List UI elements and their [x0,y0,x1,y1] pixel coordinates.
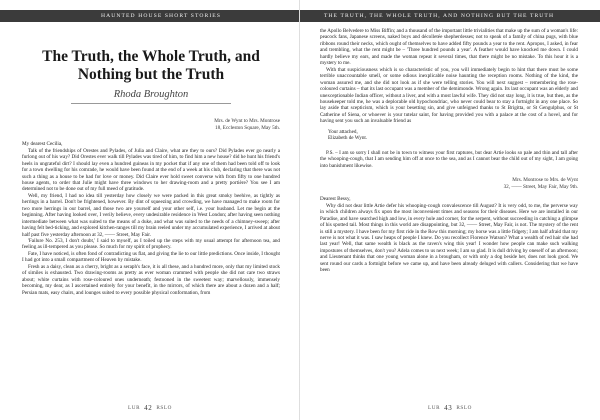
page-number-left: 42 [144,404,153,412]
salutation-1: My dearest Cecilia, [22,141,63,148]
paragraph: 'Failure No. 253, I don't doubt,' I said to myself, as I toiled up the steps with my usual attempt for afternoon tea, and feeling as ill-tempered as you please. So much for my spirit of prophecy. [22,238,280,251]
signoff-line: Your attached, [328,128,358,135]
left-body-text [22,148,280,296]
folio-ornament-right: RSLO [156,405,173,411]
folio-ornament-left: LUR [127,405,141,411]
right-page [300,0,600,420]
folio-ornament-left: LUR [427,405,441,411]
paragraph: P.S. – I am so sorry I shall not be in town to witness your first raptures, but dear Artie looks so pale and thin and tall after the whooping-cough, that I am sending him off at once to the sea, and as I cannot bear the child out of my sight, I am going into banishment likewise. [320,149,578,169]
title-rule [71,103,231,104]
paragraph: Fresh as a daisy, clean as a cherry, bright as a seraph's face, it is all these, and a hundred more, only that my limited stock of similes is exhausted. Two drawing-rooms as pretty as ever woman crammed with people she did not care two straws about; white curtains with rose-coloured ones underneath; festooned in the sweetest way; marvellously, immensely becoming, my dear, as I ascertained entirely for your benefit, in the mirrors, of which there are about a dozen and a half; Persian mats, easy chairs, and lounges suited to every possible physical conformation, from [22,263,280,296]
letter-from-to: Mrs. Montrose to Mrs. de Wynt [512,177,578,184]
author-name: Rhoda Broughton [113,89,189,100]
letter-from-to: Mrs. de Wynt to Mrs. Montrose [214,118,280,124]
salutation-2: Dearest Bessy, [320,196,351,203]
letter-place-date: 18, Eccleston Square, May 5th. [215,124,280,131]
folio-right [300,404,600,412]
page-number-right: 43 [444,404,453,412]
folio-ornament-right: RSLO [456,405,473,411]
letter-address-2 [320,177,578,190]
right-body-text-2 [320,203,578,274]
postscript [320,150,578,169]
story-title: The Truth, the Whole Truth, and Nothing but the Truth [42,48,260,83]
folio-left [0,404,300,412]
running-head-left: HAUNTED HOUSE SHORT STORIES [0,10,300,22]
right-body-text [320,28,578,125]
paragraph: Well, my friend, I had no idea till yesterday how closely we were packed in this great smoky beehive, as tightly as herrings in a barrel. Don't be frightened, however. By dint of squeezing and crowding, we have managed to make room for two more herrings in our barrel, and those two are yourself and your other self, i.e. your husband. Let me begin at the beginning. After having looked over, I verily believe, every undesirable residence in West London; after having seen nothing intermediate between what was suited to the means of a duke, and what was suited to the needs of a chimney-sweep; after having felt bed-ticking, and explored kitchen-ranges till my brain reeled under my accumulated experience, I arrived at about half past five yesterday afternoon at 32, —— Street, May Fair. [22,192,280,238]
paragraph: the Apollo Belvedere to Miss Biffin; and a thousand of the important little trivialities that make up the sum of a woman's life: peacock fans, Japanese screens, naked boys and décolletée shepherdesses; not to speak of a family of china pugs, with blue ribbons round their necks, which ought of themselves to have added fifty pounds a year to the rent. Apropos, I asked, in fear and trembling, what the rent might be – 'Three hundred pounds a year'. A feather would have knocked me down. I could hardly believe my ears, and made the woman repeat it several times, that there might be no mistake. To this hour it is a mystery to me. [320,28,578,67]
running-head-right: THE TRUTH, THE WHOLE TRUTH, AND NOTHING BUT THE TRUTH [300,10,600,22]
signoff-signature: Elizabeth de Wynt. [328,135,368,142]
letter-signoff [320,129,578,142]
paragraph: With that suspiciousness which is so characteristic of you, you will immediately begin to hint that there must be some terrible unaccountable smell, or some odious inexplicable noise haunting the reception rooms. Nothing of the kind, the woman assured me, and she did not look as if she were telling stories. You will next suggest – remembering the rose-coloured curtains – that its last occupant was a member of the demimonde. Wrong again. Its last occupant was an elderly and unexceptionable Indian officer, without a liver, and with a most lawful wife. They did not stay long, it is true, but then, as the housekeeper told me, he was a deplorable old hypochondriac, who never could bear to stay a fortnight in any one place. So lay aside that scepticism, which is your besetting sin, and give unfeigned thanks to St Brigitta, or St Gengulphus, or St Catherine of Siena, or whoever is your tutelar saint, for having provided you with a palace at the cost of a hovel, and for having sent you such an invaluable friend as [320,66,578,125]
letter-address-1 [22,118,280,131]
paragraph: Fate, I have noticed, is often fond of contradicting us flat, and giving the lie to our little predictions. Once inside, I thought I had got into a small compartment of Heaven by mistake. [22,250,280,264]
letter-place-date: 32, —— Street, May Fair, May 9th. [503,183,578,190]
paragraph: Why did not dear little Artie defer his whooping-cough convalescence till August? It is very odd, to me, the perverse way in which children always fix upon the most inconvenient times and seasons for their diseases. Here we are installed in our Paradise, and have searched high and low, in every hole and corner, for the serpent, without succeeding in catching a glimpse of his spotted tail. Most things in this world are disappointing, but 32, —— Street, May Fair, is not. The mystery of the rent is still a mystery. I have been for my first ride in the Row this morning; my horse was a little fidgety; I am half afraid that my nerve is not what it was. I saw heaps of people I knew. Do you recollect Florence Watson? What a wealth of red hair she had last year! Well, that same wealth is black as the raven's wing this year! I wonder how people can make such walking impostures of themselves, don't you? Adela comes to us next week; I am so glad. It is dull driving by oneself of an afternoon; and Lieutenant thinks that one young woman alone in a brougham, or with only a dog beside her, does not look good. We sent round our cards a fortnight before we came up, and have been already deluged with callers. Considering that we have been [320,202,578,274]
paragraph: Talk of the friendships of Orestes and Pylades, of Julia and Claire, what are they to ours? Did Pylades ever go nearly a furlong out of his way? Did Orestes ever walk till Pylades was tired of him, to find him a new house? did he hunt his friend's heels in ungrateful dirt? I should lay even a hundred guineas in my pocket that if any one of them had been told off to look for a town dwelling for his comrade, he would have been found at the end of a week at his club, declaring that there was not such a thing as a house to be had for love or money. Did Claire ever hold sweet converse with from fifty to one hundred house agents, to order that Julie might have three windows to her drawing-room and a pretty portière? You see I am determined not to be done out of my full meed of gratitude. [22,147,280,193]
